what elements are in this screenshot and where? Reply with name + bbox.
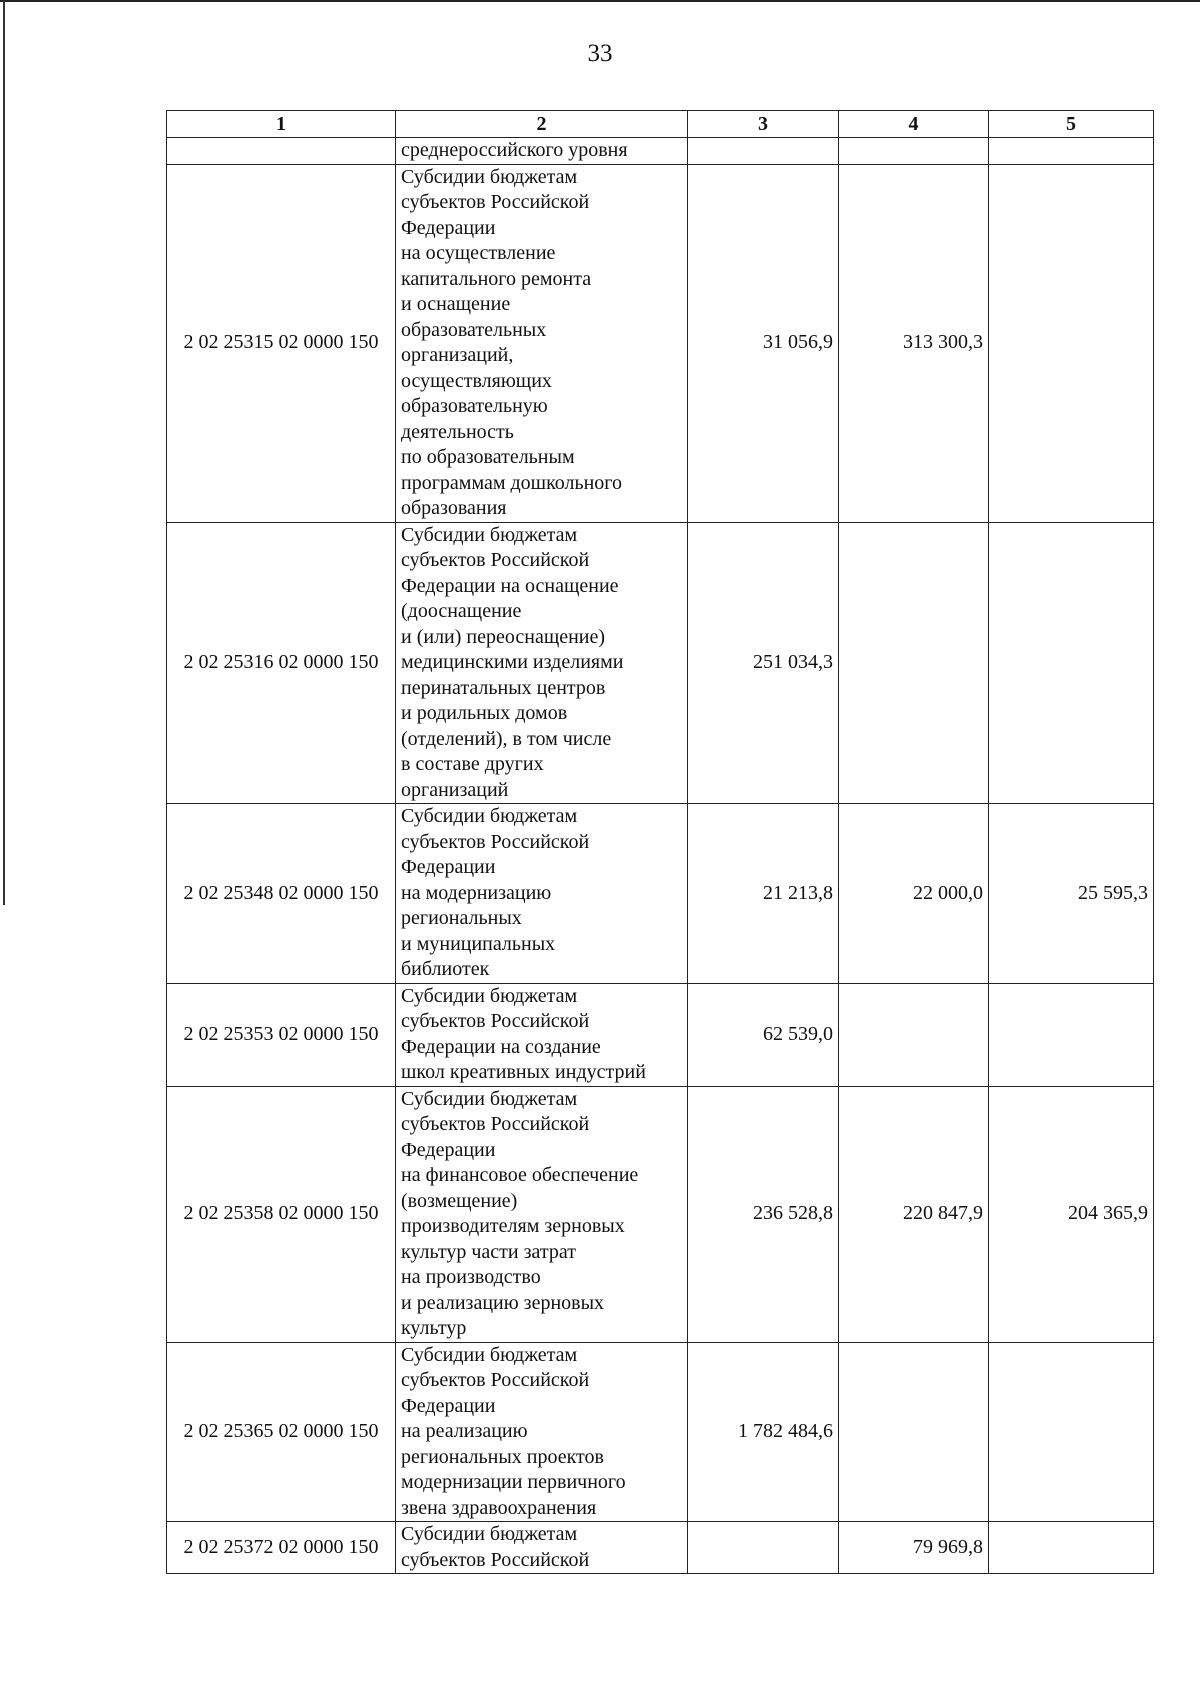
row-value-col4 [839, 983, 989, 1086]
table-row [167, 1522, 1154, 1574]
row-code: 2 02 25358 02 0000 150 [167, 1086, 396, 1342]
table-row [167, 164, 1154, 522]
row-value-col5: 25 595,3 [989, 804, 1154, 984]
row-value-col5 [989, 164, 1154, 522]
row-code: 2 02 25315 02 0000 150 [167, 164, 396, 522]
row-value-col3: 31 056,9 [688, 164, 839, 522]
header-col-1: 1 [167, 111, 396, 138]
row-value-col5 [989, 138, 1154, 165]
row-value-col3: 21 213,8 [688, 804, 839, 984]
row-value-col3: 251 034,3 [688, 522, 839, 804]
header-col-4: 4 [839, 111, 989, 138]
row-value-col4: 220 847,9 [839, 1086, 989, 1342]
scan-edge-left [3, 0, 5, 905]
header-col-5: 5 [989, 111, 1154, 138]
row-code: 2 02 25365 02 0000 150 [167, 1342, 396, 1522]
row-description: Субсидии бюджетам субъектов Российской [396, 1522, 688, 1574]
row-value-col5: 204 365,9 [989, 1086, 1154, 1342]
table-row [167, 1342, 1154, 1522]
row-code [167, 138, 396, 165]
row-description: среднероссийского уровня [396, 138, 688, 165]
table-row [167, 983, 1154, 1086]
header-col-2: 2 [396, 111, 688, 138]
row-value-col5 [989, 522, 1154, 804]
table-row [167, 1086, 1154, 1342]
row-value-col3: 236 528,8 [688, 1086, 839, 1342]
row-description: Субсидии бюджетам субъектов Российской Федерации на реализацию региональных проектов модернизации первичного звена здравоохранения [396, 1342, 688, 1522]
row-description: Субсидии бюджетам субъектов Российской Федерации на оснащение (дооснащение и (или) переоснащение) медицинскими изделиями перинатальных центров и родильных домов (отделений), в том числе в составе других организаций [396, 522, 688, 804]
row-value-col4 [839, 1342, 989, 1522]
table-row [167, 138, 1154, 165]
row-value-col3 [688, 1522, 839, 1574]
row-value-col5 [989, 1522, 1154, 1574]
row-value-col3: 1 782 484,6 [688, 1342, 839, 1522]
row-value-col5 [989, 983, 1154, 1086]
row-code: 2 02 25353 02 0000 150 [167, 983, 396, 1086]
row-description: Субсидии бюджетам субъектов Российской Федерации на осуществление капитального ремонта и оснащение образовательных организаций, осуществляющих образовательную деятельность по образовательным программам дошкольного образования [396, 164, 688, 522]
row-description: Субсидии бюджетам субъектов Российской Федерации на создание школ креативных индустрий [396, 983, 688, 1086]
row-code: 2 02 25372 02 0000 150 [167, 1522, 396, 1574]
page-number: 33 [587, 40, 613, 67]
row-value-col4 [839, 522, 989, 804]
row-value-col3: 62 539,0 [688, 983, 839, 1086]
row-description: Субсидии бюджетам субъектов Российской Федерации на модернизацию региональных и муниципальных библиотек [396, 804, 688, 984]
row-code: 2 02 25316 02 0000 150 [167, 522, 396, 804]
table-row [167, 804, 1154, 984]
budget-table [166, 110, 1154, 1574]
header-col-3: 3 [688, 111, 839, 138]
header-row [167, 111, 1154, 138]
row-description: Субсидии бюджетам субъектов Российской Федерации на финансовое обеспечение (возмещение) производителям зерновых культур части затрат на производство и реализацию зерновых культур [396, 1086, 688, 1342]
table-row [167, 522, 1154, 804]
row-value-col4: 313 300,3 [839, 164, 989, 522]
row-code: 2 02 25348 02 0000 150 [167, 804, 396, 984]
row-value-col4 [839, 138, 989, 165]
row-value-col4: 22 000,0 [839, 804, 989, 984]
row-value-col4: 79 969,8 [839, 1522, 989, 1574]
row-value-col3 [688, 138, 839, 165]
row-value-col5 [989, 1342, 1154, 1522]
scan-edge-top [0, 0, 1200, 2]
